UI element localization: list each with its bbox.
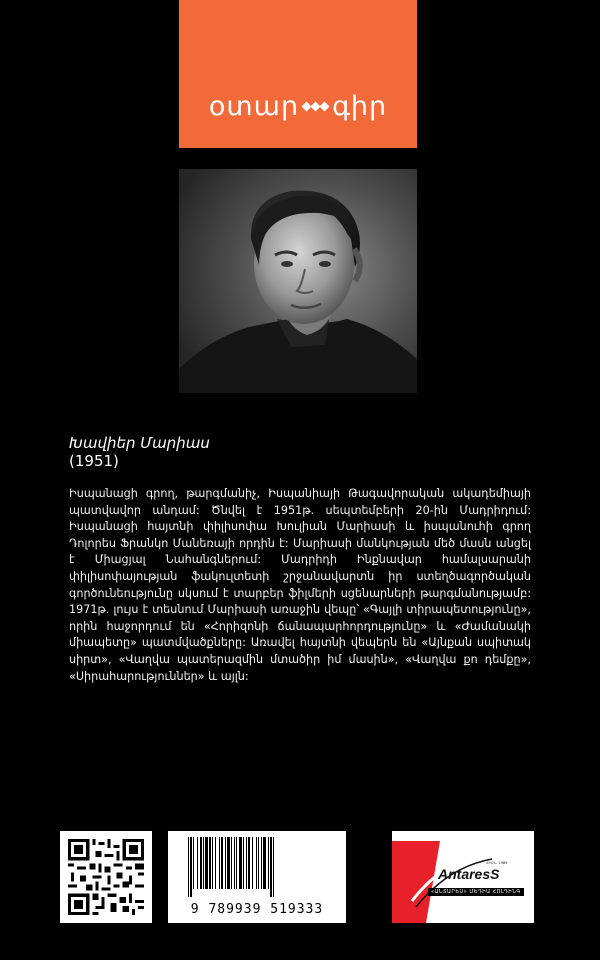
author-biography: Իսպանացի գրող, թարգմանիչ, Իսպանիայի Թագավորական ակադեմիայի պատվավոր անդամ: Ծնվել է 1951թ. սեպտեմբերի 20-ին Մադրիդում: Իսպանացի հայտնի փիլիսոփա Խուլիան Մարիասի և իսպանուհի գրող Դոլորես Ֆրանկո Մանեռայի որդին է: Մարիասի մանկության մեծ մասն անցել է Միացյալ Նահանգներում: Մադրիդի Ինքնավար համալսարանի փիլիսոփայության ֆակուլտետի շրջանավարտն իր ստեղծագործական գործունեությունը սկսում է տարբեր ֆիլմերի սցենարների թարգմանությամբ: 1971թ. լույս է տեսնում Մարիասի առաջին վեպը՝ «Գայլի տիրապետությունը», որին հաջորդում են «Հորիզոնի ճանապարհորդությունը» և «Ժամանակի միապետը» պատմվածքները: Առավել հայտնի վեպերն են «Այնքան սպիտակ սիրտ», «Վաղվա պատերազմին մտածիր իմ մասին», «Վաղվա քո դեմքը», «Սիրահարություններ» և այլն:: [69, 487, 531, 683]
series-title: [209, 91, 387, 122]
qr-code: [60, 831, 152, 923]
qr-code-icon: [68, 839, 144, 915]
series-banner: [179, 0, 417, 148]
author-name: Խավիեր Մարիաս: [69, 434, 210, 452]
barcode-icon: [168, 837, 346, 907]
publisher-logo: [392, 831, 534, 923]
isbn-barcode: [168, 831, 346, 923]
publisher-subtitle: «ԱՆՏԱՐԵՍ» ՄԵԴԻԱ ՀՈԼԴԻՆԳ: [428, 888, 524, 896]
author-years: (1951): [69, 452, 119, 470]
publisher-name: AntaresS: [438, 866, 500, 882]
author-block: [69, 434, 529, 470]
isbn-number: 9 789939 519333: [190, 902, 324, 917]
series-title-left: օտար: [208, 91, 300, 122]
series-title-right: գիր: [332, 91, 388, 122]
publisher-tag: ՀԻՄՆ. 1989: [486, 861, 508, 865]
author-portrait-image: [179, 169, 417, 393]
series-separator-icon: [303, 103, 328, 110]
author-portrait: [179, 169, 417, 393]
